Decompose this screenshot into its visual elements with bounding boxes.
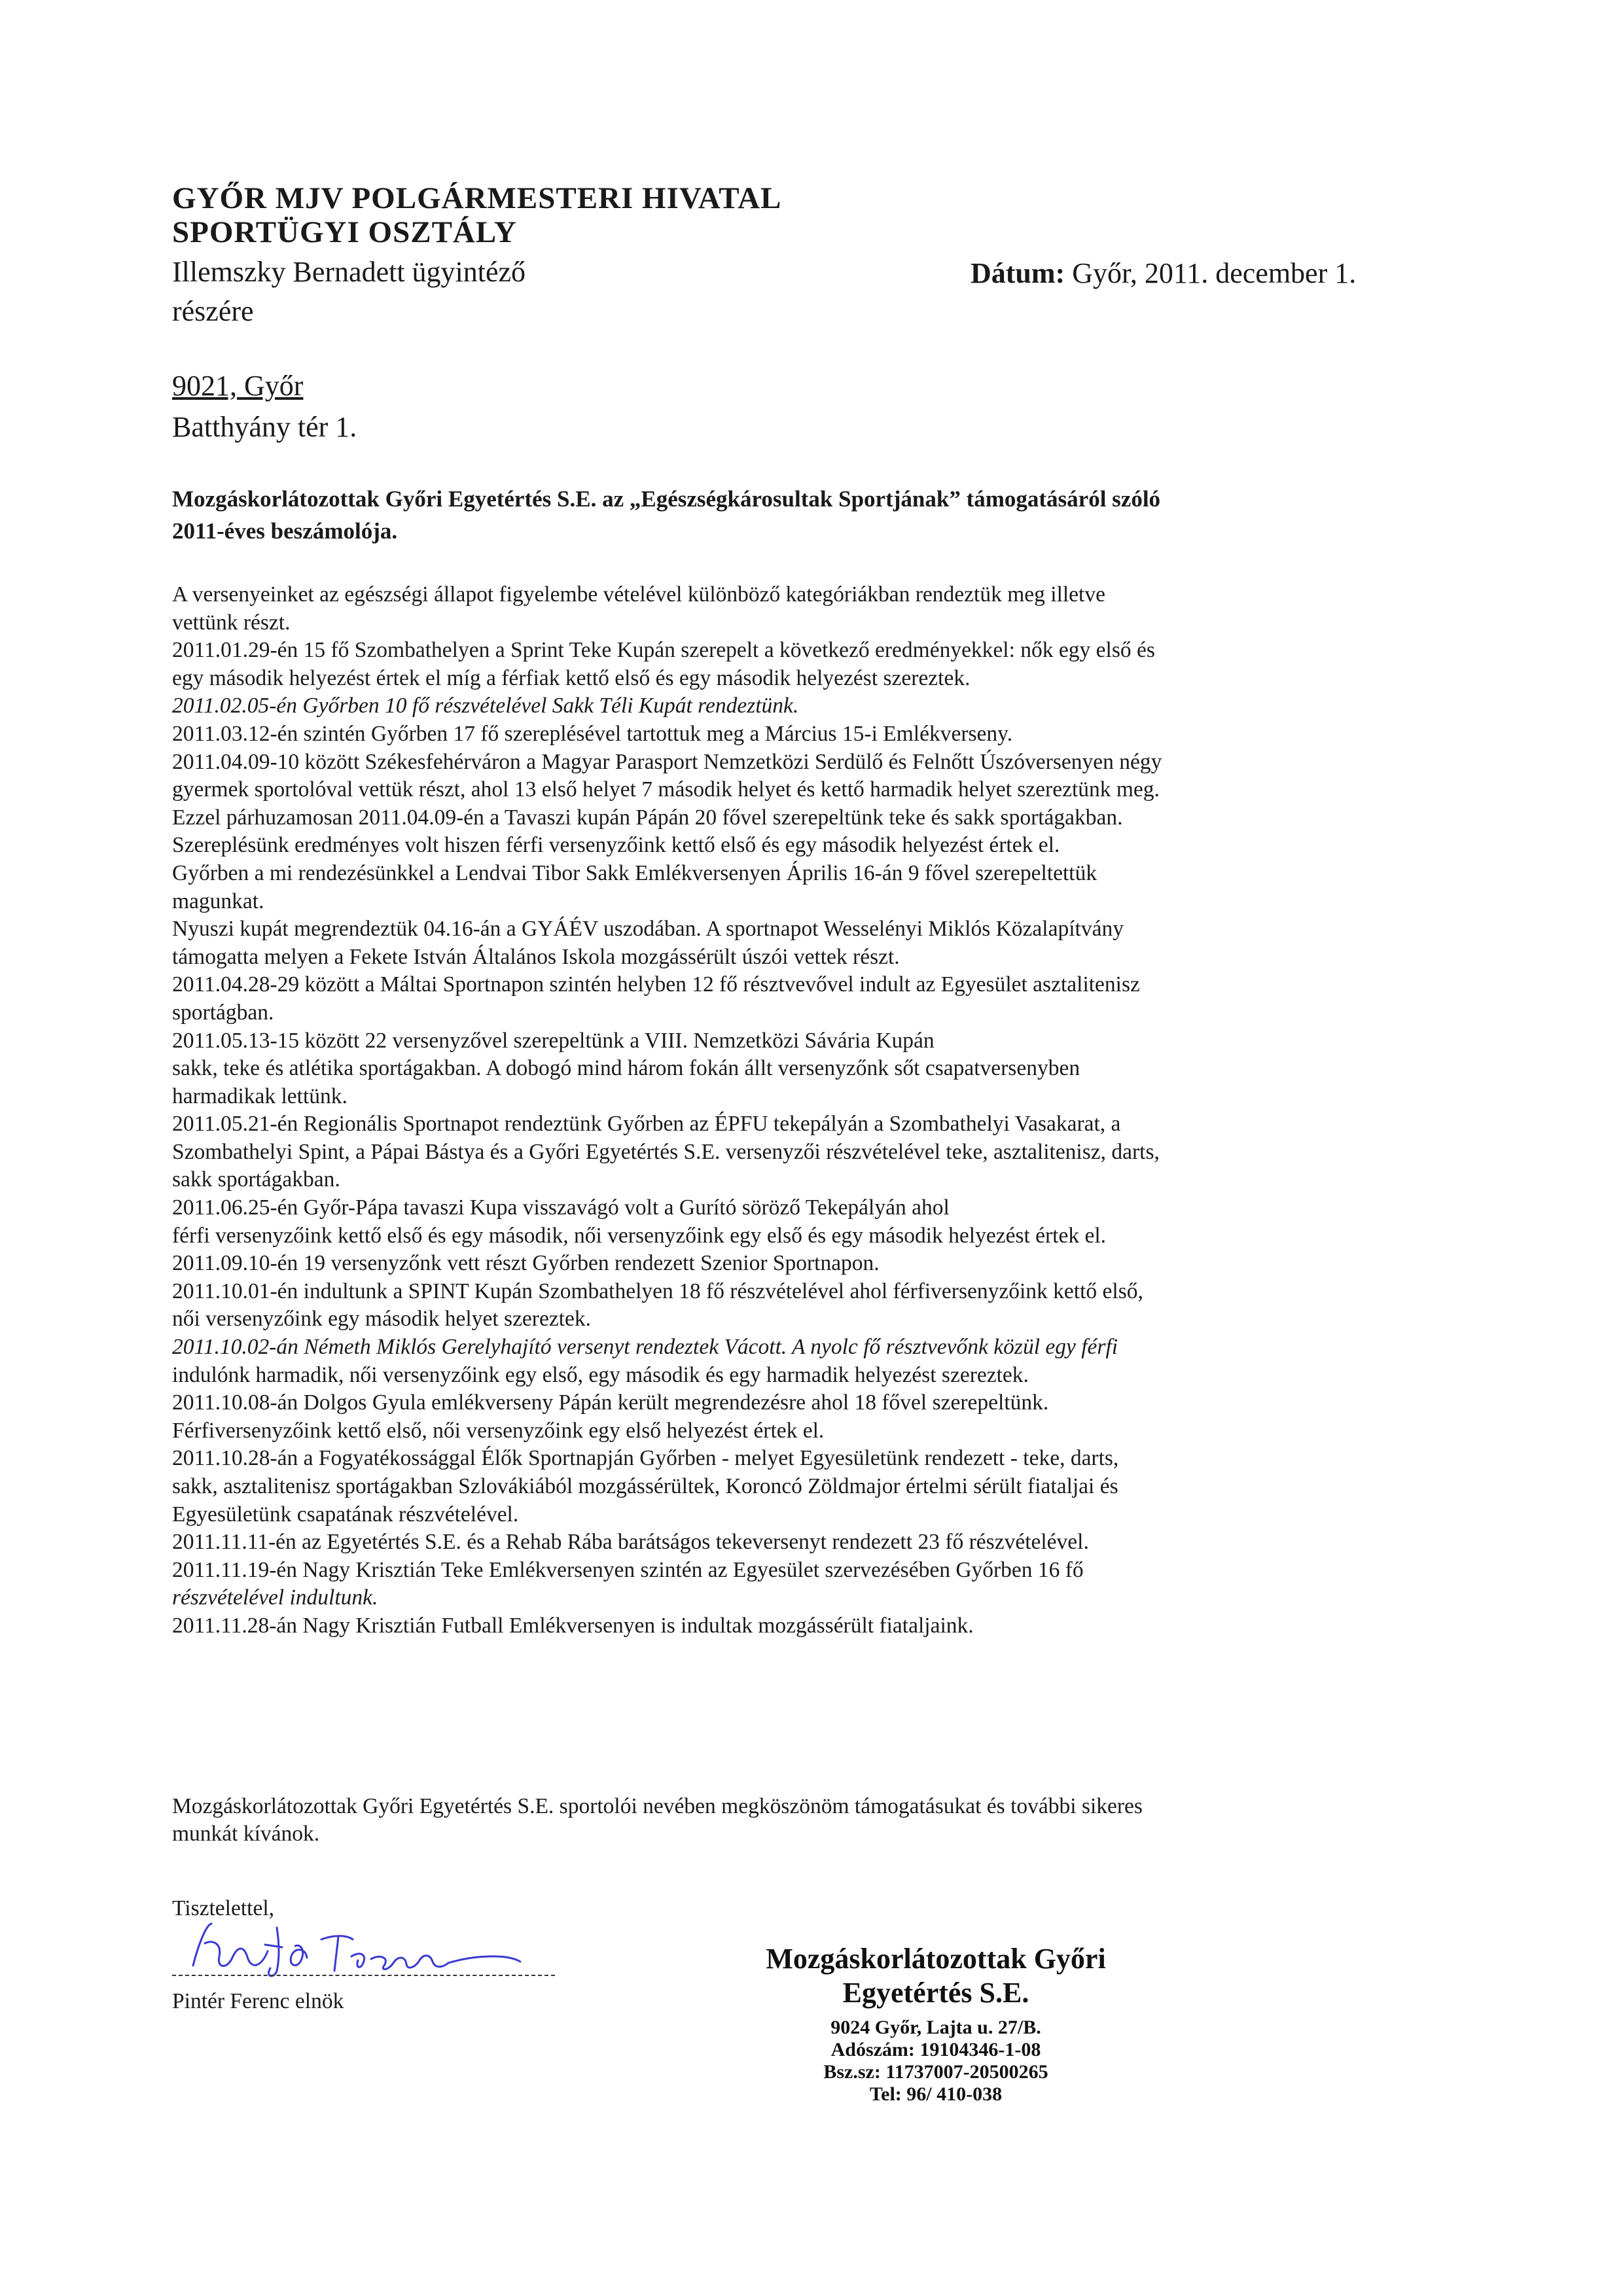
body-line: 2011.10.02-án Németh Miklós Gerelyhajító versenyt rendeztek Vácott. A nyolc fő résztvevőnk közül egy férfi — [172, 1335, 1118, 1360]
body-line: 2011.06.25-én Győr-Pápa tavaszi Kupa visszavágó volt a Gurító söröző Tekepályán ahol — [172, 1195, 950, 1220]
body-line: sakk, teke és atlétika sportágakban. A dobogó mind három fokán állt versenyzőnk sőt csapatversenyben — [172, 1056, 1080, 1081]
closing-line-1: Mozgáskorlátozottak Győri Egyetértés S.E. sportolói nevében megköszönöm támogatásukat és további sikeres — [172, 1794, 1143, 1818]
stamp-phone: Tel: 96/ 410-038 — [869, 2083, 1003, 2105]
signer-name: Pintér Ferenc elnök — [172, 1989, 344, 2013]
body-line: Nyuszi kupát megrendeztük 04.16-án a GYÁÉV uszodában. A sportnapot Wesselényi Miklós Közalapítvány — [172, 917, 1124, 942]
address-postal: 9021, Győr — [172, 370, 304, 402]
body-line: Szereplésünk eredményes volt hiszen férfi versenyzőink kettő első és egy második helyezést értek el. — [172, 833, 1060, 858]
date-label: Dátum: — [971, 257, 1065, 289]
body-line: 2011.02.05-én Győrben 10 fő részvételével Sakk Téli Kupát rendeztünk. — [172, 694, 799, 718]
body-line: A versenyeinket az egészségi állapot figyelembe vételével különböző kategóriákban rendeztük meg illetve — [172, 582, 1105, 607]
stamp-tax-id: Adószám: 19104346-1-08 — [830, 2039, 1041, 2060]
body-line: férfi versenyzőink kettő első és egy második, női versenyzőink egy első és egy második helyezést értek el. — [172, 1223, 1107, 1248]
body-line: 2011.11.11-én az Egyetértés S.E. és a Rehab Rába barátságos tekeversenyt rendezett 23 fő részvételével. — [172, 1530, 1089, 1555]
body-line: 2011.03.12-én szintén Győrben 17 fő szereplésével tartottuk meg a Március 15-i Emlékverseny. — [172, 721, 1013, 746]
body-line: indulónk harmadik, női versenyzőink egy első, egy második és egy harmadik helyezést szereztek. — [172, 1362, 1029, 1387]
body-line: 2011.04.09-10 között Székesfehérváron a Magyar Parasport Nemzetközi Serdülő és Felnőtt Úszóversenyen négy — [172, 749, 1162, 774]
handwritten-signature — [167, 1905, 573, 1984]
body-line: harmadikak lettünk. — [172, 1084, 348, 1108]
body-line: 2011.10.01-én indultunk a SPINT Kupán Szombathelyen 18 fő részvételével ahol férfiversenyzőink kettő első, — [172, 1279, 1143, 1303]
report-body — [172, 581, 1468, 1640]
recipient-name: Illemszky Bernadett ügyintéző — [172, 256, 526, 288]
body-line: 2011.09.10-én 19 versenyzőnk vett részt Győrben rendezett Szenior Sportnapon. — [172, 1251, 880, 1276]
body-line: sakk, asztalitenisz sportágakban Szlovákiából mozgássérültek, Koroncó Zöldmajor értelmi sérült fiataljai és — [172, 1474, 1118, 1498]
body-line: részvételével indultunk. — [172, 1585, 378, 1610]
closing-line-2: munkát kívánok. — [172, 1822, 320, 1846]
body-line: Szombathelyi Spint, a Pápai Bástya és a Győri Egyetértés S.E. versenyzői részvételével teke, asztalitenisz, darts, — [172, 1139, 1160, 1164]
body-line: Ezzel párhuzamosan 2011.04.09-én a Tavaszi kupán Pápán 20 fővel szerepeltünk teke és sakk sportágakban. — [172, 805, 1123, 830]
body-line: magunkat. — [172, 889, 264, 913]
office-name: GYŐR MJV POLGÁRMESTERI HIVATAL — [172, 181, 782, 215]
body-line: Győrben a mi rendezésünkkel a Lendvai Tibor Sakk Emlékversenyen Április 16-án 9 fővel szerepeltettük — [172, 860, 1097, 885]
body-line: 2011.10.08-án Dolgos Gyula emlékverseny Pápán került megrendezésre ahol 18 fővel szerepeltünk. — [172, 1390, 1049, 1415]
body-line: 2011.10.28-án a Fogyatékossággal Élők Sportnapján Győrben - melyet Egyesületünk rendezett - teke, darts, — [172, 1446, 1119, 1471]
subject — [172, 483, 1481, 547]
body-line: 2011.11.28-án Nagy Krisztián Futball Emlékversenyen is indultak mozgássérült fiataljaink. — [172, 1613, 974, 1638]
address-street: Batthyány tér 1. — [172, 411, 357, 443]
body-line: 2011.04.28-29 között a Máltai Sportnapon szintén helyben 12 fő résztvevővel indult az Egyesület asztalitenisz — [172, 972, 1140, 997]
date-line — [971, 256, 1356, 290]
stamp-org-line-1: Mozgáskorlátozottak Győri — [766, 1943, 1106, 1975]
date-value: Győr, 2011. december 1. — [1072, 257, 1357, 289]
organization-stamp — [733, 1942, 1139, 2106]
stamp-bank: Bsz.sz: 11737007-20500265 — [823, 2061, 1048, 2083]
signature-line — [172, 1975, 555, 1976]
subject-line-1: Mozgáskorlátozottak Győri Egyetértés S.E. az „Egészségkárosultak Sportjának” támogatásáról szóló — [172, 486, 1161, 512]
stamp-org-line-2: Egyetértés S.E. — [842, 1977, 1029, 2009]
body-line: támogatta melyen a Fekete István Általános Iskola mozgássérült úszói vettek részt. — [172, 944, 900, 969]
department-name: SPORTÜGYI OSZTÁLY — [172, 215, 517, 249]
stamp-address: 9024 Győr, Lajta u. 27/B. — [830, 2017, 1041, 2038]
subject-line-2: 2011-éves beszámolója. — [172, 518, 398, 544]
greeting: Tisztelettel, — [172, 1896, 275, 1920]
body-line: sakk sportágakban. — [172, 1167, 340, 1192]
body-line: 2011.01.29-én 15 fő Szombathelyen a Sprint Teke Kupán szerepelt a következő eredményekkel: nők egy első és — [172, 638, 1155, 663]
body-line: női versenyzőink egy második helyet szereztek. — [172, 1307, 592, 1332]
body-line: egy második helyezést értek el míg a férfiak kettő első és egy második helyezést szereztek. — [172, 665, 971, 690]
body-line: gyermek sportolóval vettük részt, ahol 13 első helyet 7 második helyet és kettő harmadik helyet szereztünk meg. — [172, 777, 1160, 802]
body-line: vettünk részt. — [172, 610, 291, 635]
body-line: 2011.05.21-én Regionális Sportnapot rendeztünk Győrben az ÉPFU tekepályán a Szombathelyi Vasakarat, a — [172, 1112, 1121, 1137]
body-line: Férfiversenyzőink kettő első, női versenyzőink egy első helyezést értek el. — [172, 1418, 825, 1443]
closing-paragraph — [172, 1793, 1468, 1848]
recipient-suffix: részére — [172, 295, 254, 327]
body-line: 2011.05.13-15 között 22 versenyzővel szerepeltünk a VIII. Nemzetközi Sávária Kupán — [172, 1028, 935, 1053]
body-line: 2011.11.19-én Nagy Krisztián Teke Emlékversenyen szintén az Egyesület szervezésében Győrben 16 fő — [172, 1557, 1084, 1582]
body-line: sportágban. — [172, 1000, 274, 1025]
body-line: Egyesületünk csapatának részvételével. — [172, 1502, 519, 1527]
